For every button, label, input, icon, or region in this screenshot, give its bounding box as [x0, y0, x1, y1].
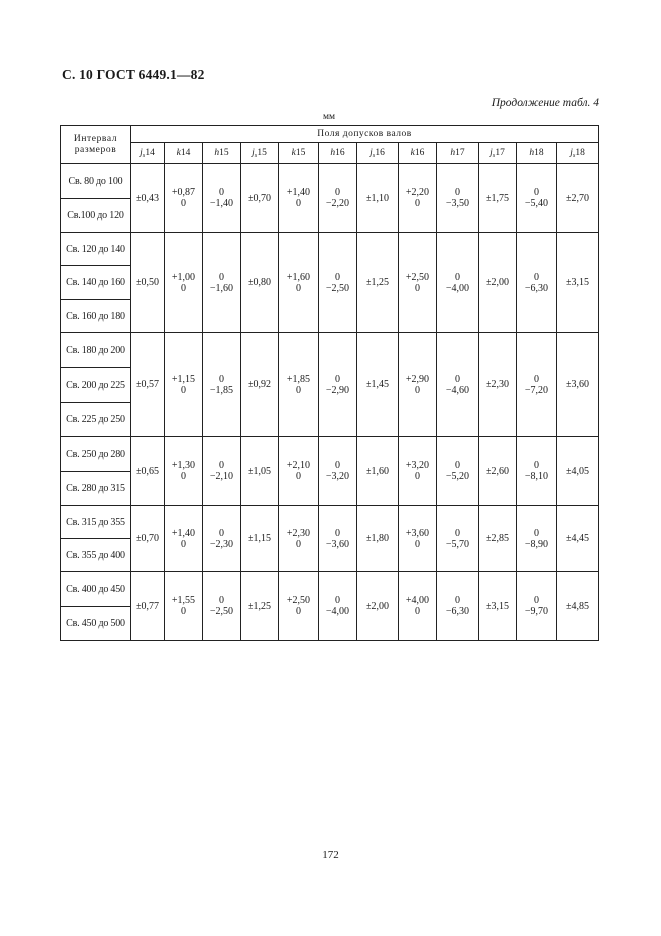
column-letter: j: [570, 147, 573, 158]
tolerance-cell: [165, 164, 203, 233]
tolerance-line: −3,50: [445, 198, 470, 209]
interval-header: [61, 126, 131, 164]
interval-cell: Св. 160 до 180: [61, 300, 131, 333]
tolerance-line: 0: [219, 460, 224, 471]
tolerance-line: 0: [335, 527, 340, 539]
tolerance-line: 0: [534, 595, 539, 606]
tolerance-cell: [517, 572, 557, 641]
tolerance-cell: [279, 437, 319, 506]
tolerance-line: −5,20: [445, 471, 470, 482]
tolerance-line: −1,85: [209, 384, 234, 396]
tolerance-line: +1,60: [286, 271, 311, 283]
tolerance-cell: [517, 233, 557, 333]
column-header: [517, 143, 557, 164]
tolerance-cell: [279, 333, 319, 437]
column-header: [357, 143, 399, 164]
tolerance-cell: ±3,60: [557, 333, 599, 437]
tolerance-line: 0: [181, 471, 186, 482]
column-number: 15: [257, 147, 267, 158]
tolerance-cell: ±0,50: [131, 233, 165, 333]
interval-cell: Св.100 до 120: [61, 199, 131, 233]
tolerance-line: 0: [534, 373, 539, 385]
tolerance-cell: [319, 506, 357, 572]
tolerance-line: +3,20: [405, 460, 430, 471]
column-header: [279, 143, 319, 164]
tolerance-line: −7,20: [524, 384, 549, 396]
tolerance-line: 0: [219, 271, 224, 283]
tolerance-cell: [319, 233, 357, 333]
column-number: 18: [534, 148, 544, 158]
tolerance-cell: [165, 333, 203, 437]
interval-header-line: размеров: [74, 144, 117, 155]
tolerance-cell: ±2,30: [479, 333, 517, 437]
tolerance-cell: [437, 572, 479, 641]
tolerance-line: +0,87: [171, 187, 196, 198]
tolerance-line: −6,30: [445, 606, 470, 617]
column-subscript: s: [492, 151, 496, 159]
column-letter: k: [410, 148, 415, 158]
column-header-row: [61, 143, 599, 164]
tolerance-cell: [399, 233, 437, 333]
tolerance-line: −6,30: [524, 282, 549, 294]
tolerance-line: −3,20: [325, 471, 350, 482]
tolerance-cell: ±4,45: [557, 506, 599, 572]
interval-cell: Св. 80 до 100: [61, 164, 131, 199]
tolerance-line: −5,70: [445, 538, 470, 550]
tolerance-line: 0: [181, 198, 186, 209]
tolerance-cell: [279, 233, 319, 333]
tolerance-cell: [279, 572, 319, 641]
tolerance-line: 0: [534, 271, 539, 283]
tolerance-line: +2,20: [405, 187, 430, 198]
tolerance-cell: ±1,25: [241, 572, 279, 641]
tolerance-line: +1,55: [171, 595, 196, 606]
column-header: [399, 143, 437, 164]
tolerance-cell: [279, 164, 319, 233]
tolerance-line: 0: [335, 271, 340, 283]
column-number: 17: [455, 148, 465, 158]
tolerance-cell: ±0,77: [131, 572, 165, 641]
column-number: 14: [145, 147, 155, 158]
interval-cell: Св. 250 до 280: [61, 437, 131, 472]
tolerance-cell: [437, 506, 479, 572]
column-subscript: s: [572, 151, 576, 159]
tolerance-cell: ±2,60: [479, 437, 517, 506]
table-row: [61, 506, 599, 539]
tolerance-cell: [165, 506, 203, 572]
tolerance-cell: [165, 233, 203, 333]
tolerance-line: −5,40: [524, 198, 549, 209]
fields-header: Поля допусков валов: [131, 126, 599, 143]
unit-label: мм: [323, 112, 336, 122]
tolerance-line: 0: [219, 595, 224, 606]
tolerance-line: −8,90: [524, 538, 549, 550]
column-header: [203, 143, 241, 164]
tolerance-cell: [437, 164, 479, 233]
column-subscript: s: [254, 151, 258, 159]
tolerance-cell: [517, 333, 557, 437]
tolerance-line: 0: [335, 595, 340, 606]
interval-cell: Св. 140 до 160: [61, 266, 131, 300]
tolerance-cell: [399, 164, 437, 233]
tolerance-cell: [165, 437, 203, 506]
column-number: 16: [414, 148, 425, 158]
column-header: [319, 143, 357, 164]
column-letter: j: [490, 147, 493, 158]
tolerance-cell: ±2,85: [479, 506, 517, 572]
tolerance-cell: [437, 333, 479, 437]
tolerance-cell: ±3,15: [479, 572, 517, 641]
interval-cell: Св. 450 до 500: [61, 607, 131, 641]
column-letter: h: [330, 148, 336, 158]
tolerance-cell: [399, 437, 437, 506]
interval-cell: Св. 180 до 200: [61, 333, 131, 368]
tolerance-cell: [399, 506, 437, 572]
tolerance-cell: ±4,05: [557, 437, 599, 506]
tolerance-line: +2,90: [405, 373, 430, 385]
tolerance-line: 0: [415, 198, 420, 209]
tolerance-line: 0: [455, 373, 460, 385]
table-continuation-label: Продолжение табл. 4: [491, 97, 599, 109]
column-number: 16: [335, 148, 345, 158]
tolerance-line: +2,10: [286, 460, 311, 471]
column-header: [165, 143, 203, 164]
column-letter: k: [176, 148, 181, 158]
tolerance-cell: [319, 572, 357, 641]
tolerance-line: 0: [181, 538, 186, 550]
tolerance-cell: [319, 333, 357, 437]
tolerance-line: −4,00: [325, 606, 350, 617]
tolerance-line: 0: [335, 373, 340, 385]
tolerance-line: −1,60: [209, 282, 234, 294]
tolerance-cell: [517, 437, 557, 506]
tolerance-line: −2,20: [325, 198, 350, 209]
table-body: [61, 164, 599, 641]
page-number: 172: [322, 849, 339, 861]
interval-cell: Св. 355 до 400: [61, 539, 131, 572]
tolerance-line: −2,90: [325, 384, 350, 396]
column-header: [479, 143, 517, 164]
tolerance-cell: [203, 333, 241, 437]
tolerance-line: −4,60: [445, 384, 470, 396]
interval-cell: Св. 120 до 140: [61, 233, 131, 266]
tolerance-line: 0: [455, 527, 460, 539]
tolerance-line: 0: [181, 606, 186, 617]
tolerance-line: 0: [335, 460, 340, 471]
table-row: [61, 164, 599, 199]
column-number: 16: [375, 147, 385, 158]
tolerance-line: 0: [296, 282, 301, 294]
tolerance-cell: [203, 572, 241, 641]
column-number: 14: [180, 148, 191, 158]
tolerance-line: +3,60: [405, 527, 430, 539]
tolerance-cell: ±0,57: [131, 333, 165, 437]
column-letter: h: [214, 148, 220, 158]
tolerance-cell: ±4,85: [557, 572, 599, 641]
tolerance-line: +2,50: [405, 271, 430, 283]
column-header: [131, 143, 165, 164]
tolerance-cell: ±2,00: [357, 572, 399, 641]
tolerance-line: −8,10: [524, 471, 549, 482]
tolerance-line: +2,30: [286, 527, 311, 539]
tolerance-cell: ±3,15: [557, 233, 599, 333]
tolerance-line: +1,15: [171, 373, 196, 385]
tolerance-cell: [203, 164, 241, 233]
tolerance-cell: [279, 506, 319, 572]
tolerance-line: +4,00: [405, 595, 430, 606]
column-header: [437, 143, 479, 164]
tolerance-line: 0: [455, 271, 460, 283]
table-row: [61, 233, 599, 266]
tolerance-line: 0: [219, 373, 224, 385]
tolerance-cell: ±0,92: [241, 333, 279, 437]
interval-cell: Св. 400 до 450: [61, 572, 131, 607]
column-header: [557, 143, 599, 164]
column-subscript: s: [142, 151, 146, 159]
tolerance-line: −2,50: [209, 606, 234, 617]
tolerance-line: +1,00: [171, 271, 196, 283]
column-number: 18: [575, 147, 585, 158]
tolerance-line: 0: [219, 187, 224, 198]
tolerance-line: 0: [455, 187, 460, 198]
interval-cell: Св. 225 до 250: [61, 403, 131, 437]
tolerance-cell: ±2,70: [557, 164, 599, 233]
page-header: С. 10 ГОСТ 6449.1—82: [62, 67, 205, 82]
tolerance-line: −2,10: [209, 471, 234, 482]
tolerance-cell: ±1,60: [357, 437, 399, 506]
tolerance-cell: ±1,10: [357, 164, 399, 233]
column-letter: j: [370, 147, 373, 158]
column-letter: h: [529, 148, 535, 158]
table-row: [61, 333, 599, 368]
tolerance-cell: [399, 572, 437, 641]
tolerance-line: +1,40: [171, 527, 196, 539]
tolerance-line: 0: [219, 527, 224, 539]
tolerance-cell: ±1,15: [241, 506, 279, 572]
tolerance-cell: [517, 506, 557, 572]
tolerance-cell: ±1,80: [357, 506, 399, 572]
tolerance-cell: ±1,25: [357, 233, 399, 333]
tolerance-line: 0: [296, 384, 301, 396]
interval-header-line: Интервал: [73, 133, 118, 144]
tolerance-line: 0: [181, 282, 186, 294]
tolerance-cell: ±1,05: [241, 437, 279, 506]
tolerance-line: 0: [296, 538, 301, 550]
tolerance-cell: ±0,70: [131, 506, 165, 572]
tolerance-line: −1,40: [209, 198, 234, 209]
tolerance-line: 0: [296, 606, 301, 617]
tolerance-line: 0: [296, 471, 301, 482]
tolerance-line: −3,60: [325, 538, 350, 550]
tolerance-line: −2,30: [209, 538, 234, 550]
column-subscript: s: [372, 151, 376, 159]
tolerance-line: +1,30: [171, 460, 196, 471]
tolerance-line: −9,70: [524, 606, 549, 617]
tolerance-line: 0: [534, 527, 539, 539]
tolerance-cell: [517, 164, 557, 233]
interval-cell: Св. 280 до 315: [61, 472, 131, 506]
tolerance-line: 0: [415, 538, 420, 550]
tolerance-line: 0: [415, 471, 420, 482]
tolerance-cell: ±1,75: [479, 164, 517, 233]
tolerance-cell: [203, 233, 241, 333]
tolerance-cell: [437, 437, 479, 506]
tolerance-cell: [319, 164, 357, 233]
column-header: [241, 143, 279, 164]
tolerance-cell: [203, 506, 241, 572]
column-letter: j: [140, 147, 143, 158]
column-number: 17: [495, 147, 505, 158]
tolerance-line: 0: [296, 198, 301, 209]
tolerance-cell: ±0,65: [131, 437, 165, 506]
tolerance-cell: ±0,80: [241, 233, 279, 333]
column-letter: h: [450, 148, 456, 158]
tolerance-cell: [399, 333, 437, 437]
tolerance-line: +2,50: [286, 595, 311, 606]
tolerance-line: −2,50: [325, 282, 350, 294]
tolerance-cell: ±0,70: [241, 164, 279, 233]
column-letter: j: [252, 147, 255, 158]
tolerance-line: +1,85: [286, 373, 311, 385]
interval-cell: Св. 200 до 225: [61, 368, 131, 403]
table-row: [61, 572, 599, 607]
table-row: [61, 437, 599, 472]
tolerance-cell: ±1,45: [357, 333, 399, 437]
tolerance-line: 0: [415, 384, 420, 396]
tolerance-line: 0: [455, 460, 460, 471]
tolerance-table: [60, 125, 599, 641]
tolerance-line: 0: [455, 595, 460, 606]
tolerance-cell: [437, 233, 479, 333]
tolerance-cell: ±2,00: [479, 233, 517, 333]
tolerance-line: 0: [534, 187, 539, 198]
column-number: 15: [295, 148, 306, 158]
tolerance-line: −4,00: [445, 282, 470, 294]
column-letter: k: [291, 148, 296, 158]
tolerance-line: 0: [335, 187, 340, 198]
tolerance-line: +1,40: [286, 187, 311, 198]
tolerance-cell: [165, 572, 203, 641]
tolerance-cell: ±0,43: [131, 164, 165, 233]
tolerance-cell: [203, 437, 241, 506]
interval-cell: Св. 315 до 355: [61, 506, 131, 539]
tolerance-line: 0: [415, 606, 420, 617]
column-number: 15: [219, 148, 229, 158]
tolerance-line: 0: [415, 282, 420, 294]
tolerance-line: 0: [181, 384, 186, 396]
tolerance-cell: [319, 437, 357, 506]
tolerance-line: 0: [534, 460, 539, 471]
